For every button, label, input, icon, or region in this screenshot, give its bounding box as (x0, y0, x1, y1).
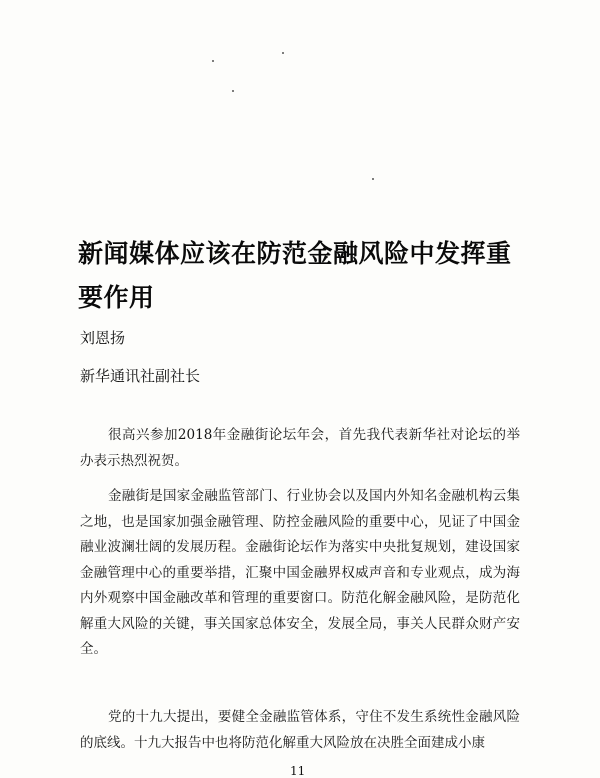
body-paragraph-1: 很高兴参加2018年金融街论坛年会，首先我代表新华社对论坛的举办表示热烈祝贺。 (80, 427, 520, 469)
body-paragraph-2: 金融街是国家金融监管部门、行业协会以及国内外知名金融机构云集之地，也是国家加强金融管理、防控金融风险的重要中心，见证了中国金融业波澜壮阔的发展历程。金融街论坛作为落实中央批复规划，建设国家金融管理中心的重要举措，汇聚中国金融界权威声音和专业观点，成为海内外观察中国金融改革和管理的重要窗口。防范化解金融风险，是防范化解重大风险的关键，事关国家总体安全，发展全局，事关人民群众财产安全。 (80, 488, 520, 657)
scan-speck (232, 90, 234, 92)
scan-speck (282, 52, 284, 54)
author-name: 刘恩扬 (80, 329, 126, 347)
scan-speck (212, 60, 214, 62)
body-paragraph-3: 党的十九大提出，要健全金融监管体系，守住不发生系统性金融风险的底线。十九大报告中也将防范化解重大风险放在决胜全面建成小康 (80, 709, 520, 751)
author-position: 新华通讯社副社长 (80, 367, 201, 385)
scan-speck (372, 178, 374, 180)
page-number: 11 (290, 764, 306, 778)
article-title: 新闻媒体应该在防范金融风险中发挥重要作用 (78, 239, 512, 312)
